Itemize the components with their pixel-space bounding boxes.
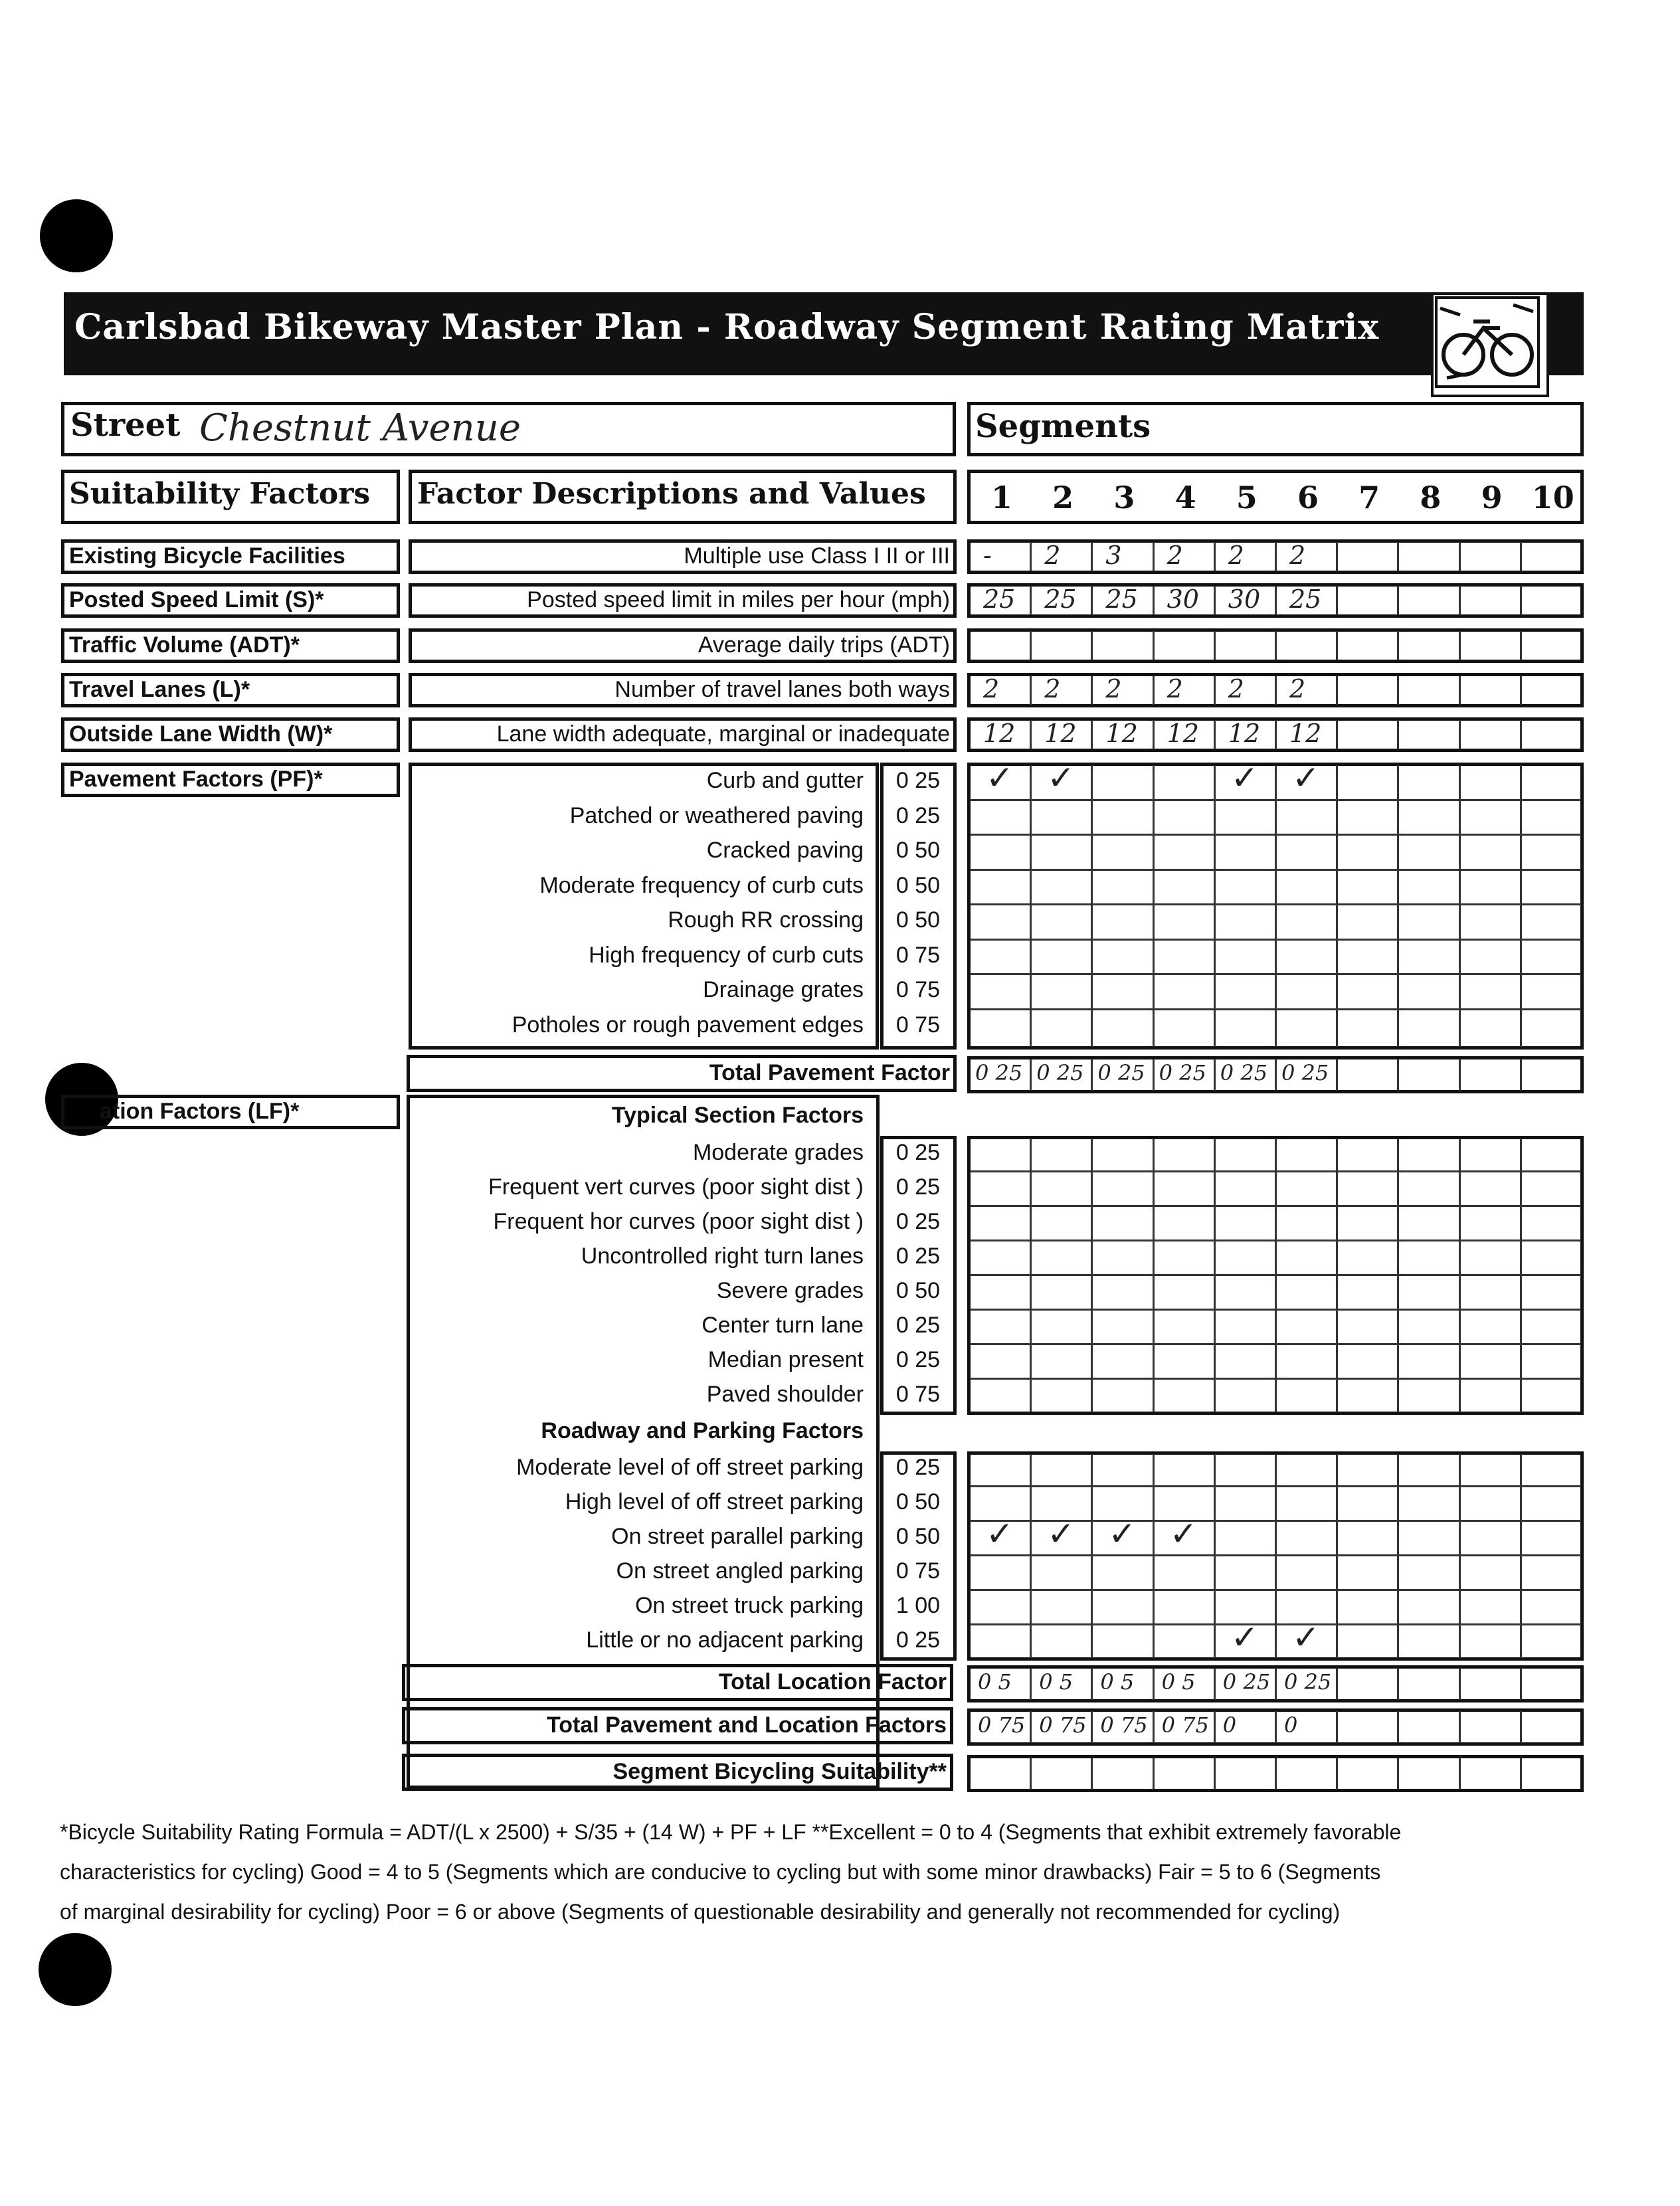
parking-row-desc: On street truck parking <box>635 1593 864 1618</box>
factor-segment-divider <box>1275 542 1277 571</box>
punch-hole-top <box>40 199 113 272</box>
segments-label: Segments <box>975 408 1151 445</box>
factor-segment-divider <box>1030 631 1032 660</box>
factor-segment-divider <box>1459 542 1461 571</box>
parking-row-value: 1 00 <box>895 1593 941 1618</box>
typical-row-value: 0 25 <box>895 1209 941 1234</box>
typical-row-value: 0 75 <box>895 1382 941 1407</box>
typical-row-value: 0 25 <box>895 1174 941 1200</box>
pavement-row-divider <box>970 1008 1581 1010</box>
factor-segment-divider <box>1214 631 1216 660</box>
total-location-entry: 0 25 <box>1284 1669 1332 1695</box>
typical-row-value: 0 25 <box>895 1313 941 1338</box>
factor-segment-divider <box>1214 542 1216 571</box>
suitability-factors-header: Suitability Factors <box>69 477 371 511</box>
pavement-row-desc: Patched or weathered paving <box>569 802 864 828</box>
total-pavement-segment-divider <box>1397 1059 1399 1091</box>
total-location-segment-divider <box>1030 1668 1032 1700</box>
total-pavement-entry: 0 25 <box>1097 1060 1145 1085</box>
factor-segment-divider <box>1153 631 1155 660</box>
pavement-row-divider <box>970 869 1581 871</box>
segment-entry: 2 <box>1289 541 1306 570</box>
factor-segment-divider <box>1030 676 1032 705</box>
parking-row-desc: On street angled parking <box>616 1558 864 1584</box>
segment-number: 5 <box>1236 480 1258 515</box>
total-location-segment-divider <box>1397 1668 1399 1700</box>
segment-entry: 12 <box>1289 719 1322 748</box>
pavement-row-value: 0 75 <box>895 977 941 1002</box>
factor-segment-divider <box>1091 720 1093 749</box>
typical-row-desc: Frequent hor curves (poor sight dist ) <box>493 1209 864 1234</box>
segment-entry: 30 <box>1167 585 1199 614</box>
factor-segment-divider <box>1091 676 1093 705</box>
pavement-row-desc: High frequency of curb cuts <box>589 942 864 968</box>
footnote-line-2: characteristics for cycling) Good = 4 to 5 (Segments which are conducive to cycling but with some minor drawbacks) Fair = 5 to 6 (Segments <box>60 1860 1381 1884</box>
segment-number: 6 <box>1297 480 1319 515</box>
segment-entry: 30 <box>1228 585 1261 614</box>
total-location-entry: 0 5 <box>978 1669 1012 1695</box>
factor-segment-divider <box>1275 720 1277 749</box>
segment-number: 4 <box>1174 480 1196 515</box>
typical-row-divider <box>970 1170 1581 1172</box>
parking-row-desc: Moderate level of off street parking <box>516 1455 864 1480</box>
typical-row-divider <box>970 1240 1581 1241</box>
segment-entry: 2 <box>1044 541 1061 570</box>
factor-segment-divider <box>1214 720 1216 749</box>
total-pl-segment-divider <box>1275 1711 1277 1743</box>
total-location-entry: 0 5 <box>1161 1669 1196 1695</box>
segment-number: 10 <box>1531 480 1574 515</box>
suitability-segment-divider <box>1214 1758 1216 1790</box>
pavement-segment-divider <box>1459 765 1461 1047</box>
total-pavement-label: Total Pavement Factor <box>709 1060 950 1085</box>
total-pavement-segment-divider <box>1214 1059 1216 1091</box>
total-pavement-entry: 0 25 <box>1159 1060 1206 1085</box>
pavement-row-value: 0 75 <box>895 1012 941 1038</box>
factor-segment-divider <box>1275 631 1277 660</box>
factor-segment-divider <box>1520 720 1522 749</box>
total-location-label: Total Location Factor <box>718 1669 947 1695</box>
segment-entry: 12 <box>1044 719 1077 748</box>
segment-number: 1 <box>990 480 1012 515</box>
footnote-line-3: of marginal desirability for cycling) Poor = 6 or above (Segments of questionable desirability and generally not recommended for cycling) <box>60 1900 1341 1924</box>
typical-row-value: 0 25 <box>895 1243 941 1269</box>
pavement-row-desc: Potholes or rough pavement edges <box>512 1012 864 1038</box>
typical-row-divider <box>970 1274 1581 1276</box>
factor-segment-divider <box>1153 542 1155 571</box>
pavement-segment-divider <box>1520 765 1522 1047</box>
factor-segment-divider <box>1397 720 1399 749</box>
pavement-row-divider <box>970 799 1581 801</box>
factor-desc: Multiple use Class I II or III <box>684 543 950 569</box>
factor-name: Travel Lanes (L)* <box>69 677 250 702</box>
total-pl-label: Total Pavement and Location Factors <box>546 1712 947 1738</box>
factor-name: Existing Bicycle Facilities <box>69 543 345 569</box>
total-pl-entry: 0 <box>1222 1712 1237 1738</box>
typical-row-desc: Severe grades <box>716 1278 864 1303</box>
pavement-segment-divider <box>1275 765 1277 1047</box>
factor-name: Posted Speed Limit (S)* <box>69 587 324 612</box>
pavement-segment-divider <box>1214 765 1216 1047</box>
pavement-segment-divider <box>1336 765 1338 1047</box>
check-mark-icon: ✓ <box>1047 759 1075 796</box>
check-mark-icon: ✓ <box>1230 1619 1259 1656</box>
total-pavement-segment-divider <box>1520 1059 1522 1091</box>
parking-row-desc: Little or no adjacent parking <box>586 1627 864 1653</box>
total-location-segment-divider <box>1459 1668 1461 1700</box>
typical-row-divider <box>970 1309 1581 1311</box>
parking-row-divider <box>970 1554 1581 1556</box>
pavement-segment-divider <box>1091 765 1093 1047</box>
factor-descriptions-header: Factor Descriptions and Values <box>417 477 926 511</box>
factor-segment-divider <box>1091 586 1093 615</box>
total-pl-entry: 0 <box>1284 1712 1298 1738</box>
parking-row-value: 0 25 <box>895 1627 941 1653</box>
factor-desc: Lane width adequate, marginal or inadequate <box>496 721 950 747</box>
pavement-row-value: 0 50 <box>895 838 941 863</box>
factor-segment-divider <box>1520 586 1522 615</box>
segment-entry: 2 <box>1228 674 1244 703</box>
pavement-row-desc: Moderate frequency of curb cuts <box>539 872 864 898</box>
factor-segment-divider <box>1030 586 1032 615</box>
total-location-segment-divider <box>1520 1668 1522 1700</box>
suitability-segment-divider <box>1275 1758 1277 1790</box>
factor-segment-divider <box>1153 720 1155 749</box>
segment-number: 9 <box>1481 480 1503 515</box>
typical-row-divider <box>970 1378 1581 1380</box>
pavement-row-value: 0 25 <box>895 802 941 828</box>
factor-segment-divider <box>1275 676 1277 705</box>
total-pavement-entry: 0 25 <box>1036 1060 1084 1085</box>
factor-desc: Average daily trips (ADT) <box>698 632 950 658</box>
segment-entry: 2 <box>1167 541 1183 570</box>
factor-segment-divider <box>1336 631 1338 660</box>
total-location-entry: 0 5 <box>1039 1669 1073 1695</box>
parking-row-value: 0 50 <box>895 1524 941 1549</box>
pavement-row-value: 0 25 <box>895 768 941 793</box>
total-pl-segment-divider <box>1153 1711 1155 1743</box>
parking-row-desc: On street parallel parking <box>611 1524 864 1549</box>
factor-segment-divider <box>1030 542 1032 571</box>
segment-entry: 12 <box>983 719 1016 748</box>
segment-entry: 25 <box>1044 585 1077 614</box>
factor-segment-divider <box>1030 720 1032 749</box>
total-pl-segment-divider <box>1459 1711 1461 1743</box>
parking-row-desc: High level of off street parking <box>565 1489 864 1515</box>
check-mark-icon: ✓ <box>986 1515 1014 1552</box>
check-mark-icon: ✓ <box>1047 1515 1075 1552</box>
check-mark-icon: ✓ <box>1108 1515 1137 1552</box>
check-mark-icon: ✓ <box>1169 1515 1198 1552</box>
segment-entry: 2 <box>1289 674 1306 703</box>
suitability-segment-divider <box>1153 1758 1155 1790</box>
total-pavement-segment-divider <box>1030 1059 1032 1091</box>
total-location-segment-divider <box>1153 1668 1155 1700</box>
suitability-segment-divider <box>1459 1758 1461 1790</box>
segment-entry: 25 <box>983 585 1016 614</box>
factor-segment-divider <box>1336 720 1338 749</box>
total-pavement-entry: 0 25 <box>1281 1060 1329 1085</box>
total-pavement-entry: 0 25 <box>975 1060 1023 1085</box>
factor-segment-divider <box>1214 586 1216 615</box>
total-pl-segment-divider <box>1091 1711 1093 1743</box>
total-pl-entry: 0 75 <box>1039 1712 1087 1738</box>
parking-row-divider <box>970 1589 1581 1591</box>
total-location-segment-divider <box>1336 1668 1338 1700</box>
segment-entry: 2 <box>1228 541 1244 570</box>
pavement-row-value: 0 50 <box>895 872 941 898</box>
total-pl-entry: 0 75 <box>1100 1712 1148 1738</box>
typical-row-desc: Frequent vert curves (poor sight dist ) <box>488 1174 864 1200</box>
factor-segment-divider <box>1153 586 1155 615</box>
pavement-row-desc: Cracked paving <box>706 838 864 863</box>
factor-desc: Number of travel lanes both ways <box>614 677 950 702</box>
check-mark-icon: ✓ <box>1292 759 1320 796</box>
typical-row-desc: Uncontrolled right turn lanes <box>581 1243 864 1269</box>
check-mark-icon: ✓ <box>1230 759 1259 796</box>
total-location-segment-divider <box>1214 1668 1216 1700</box>
factor-name: Outside Lane Width (W)* <box>69 721 333 747</box>
total-pavement-entry: 0 25 <box>1220 1060 1268 1085</box>
total-location-entry: 0 5 <box>1100 1669 1135 1695</box>
segment-number: 2 <box>1052 480 1074 515</box>
pavement-segment-divider <box>1030 765 1032 1047</box>
segment-entry: - <box>983 541 992 570</box>
pavement-row-divider <box>970 903 1581 905</box>
total-pavement-segment-divider <box>1459 1059 1461 1091</box>
total-pavement-segment-divider <box>1153 1059 1155 1091</box>
parking-row-divider <box>970 1485 1581 1487</box>
check-mark-icon: ✓ <box>986 759 1014 796</box>
parking-section-header: Roadway and Parking Factors <box>541 1418 864 1443</box>
segment-entry: 2 <box>1167 674 1183 703</box>
factor-segment-divider <box>1336 542 1338 571</box>
bicycle-logo-icon <box>1431 292 1549 397</box>
total-pl-segment-divider <box>1520 1711 1522 1743</box>
factor-name: Traffic Volume (ADT)* <box>69 632 300 658</box>
typical-section-header: Typical Section Factors <box>611 1103 864 1128</box>
suitability-row-label: Segment Bicycling Suitability** <box>612 1759 947 1784</box>
typical-row-divider <box>970 1205 1581 1207</box>
factor-segment-divider <box>1459 676 1461 705</box>
street-value: Chestnut Avenue <box>199 407 521 450</box>
pavement-row-desc: Curb and gutter <box>706 768 864 793</box>
pavement-row-divider <box>970 939 1581 941</box>
total-pavement-segment-divider <box>1275 1059 1277 1091</box>
total-pavement-segment-divider <box>1336 1059 1338 1091</box>
total-pl-entry: 0 75 <box>978 1712 1026 1738</box>
factor-desc: Posted speed limit in miles per hour (mph) <box>527 587 950 612</box>
factor-segment-divider <box>1091 631 1093 660</box>
pavement-segment-divider <box>1397 765 1399 1047</box>
segment-entry: 2 <box>1105 674 1122 703</box>
pavement-row-value: 0 50 <box>895 907 941 933</box>
location-factors-label: ation Factors (LF)* <box>100 1099 300 1124</box>
segment-entry: 12 <box>1105 719 1138 748</box>
pavement-row-desc: Rough RR crossing <box>668 907 864 933</box>
pavement-row-divider <box>970 973 1581 975</box>
factor-segment-divider <box>1275 586 1277 615</box>
suitability-segment-divider <box>1397 1758 1399 1790</box>
typical-row-divider <box>970 1343 1581 1345</box>
segment-entry: 25 <box>1105 585 1138 614</box>
footnote-line-1: *Bicycle Suitability Rating Formula = ADT/(L x 2500) + S/35 + (14 W) + PF + LF **Excellent = 0 to 4 (Segments that exhibit extremely favorable <box>60 1820 1402 1844</box>
factor-segment-divider <box>1520 542 1522 571</box>
suitability-segment-divider <box>1030 1758 1032 1790</box>
factor-segment-divider <box>1336 676 1338 705</box>
segment-entry: 3 <box>1105 541 1122 570</box>
segment-entry: 2 <box>1044 674 1061 703</box>
typical-row-value: 0 25 <box>895 1347 941 1372</box>
pavement-segment-divider <box>1153 765 1155 1047</box>
factor-segment-divider <box>1214 676 1216 705</box>
factor-segment-divider <box>1397 631 1399 660</box>
total-pl-segment-divider <box>1397 1711 1399 1743</box>
segment-entry: 25 <box>1289 585 1322 614</box>
total-pl-segment-divider <box>1214 1711 1216 1743</box>
total-pavement-segment-divider <box>1091 1059 1093 1091</box>
total-location-entry: 0 25 <box>1222 1669 1271 1695</box>
factor-segment-divider <box>1459 720 1461 749</box>
suitability-segment-divider <box>1336 1758 1338 1790</box>
punch-hole-bottom <box>39 1933 112 2006</box>
pavement-factors-label: Pavement Factors (PF)* <box>69 767 323 792</box>
suitability-segment-divider <box>1091 1758 1093 1790</box>
typical-row-desc: Moderate grades <box>692 1140 864 1165</box>
typical-row-desc: Paved shoulder <box>706 1382 864 1407</box>
factor-segment-divider <box>1397 676 1399 705</box>
typical-row-value: 0 50 <box>895 1278 941 1303</box>
segment-number: 7 <box>1358 480 1380 515</box>
factor-segment-divider <box>1520 631 1522 660</box>
factor-segment-divider <box>1459 631 1461 660</box>
segment-entry: 12 <box>1228 719 1261 748</box>
factor-segment-divider <box>1459 586 1461 615</box>
factor-segment-divider <box>1520 676 1522 705</box>
pavement-row-desc: Drainage grates <box>703 977 864 1002</box>
typical-row-desc: Center turn lane <box>701 1313 864 1338</box>
suitability-segment-divider <box>1520 1758 1522 1790</box>
check-mark-icon: ✓ <box>1292 1619 1320 1656</box>
segment-entry: 12 <box>1167 719 1199 748</box>
typical-row-value: 0 25 <box>895 1140 941 1165</box>
total-pl-segment-divider <box>1030 1711 1032 1743</box>
segment-entry: 2 <box>983 674 1000 703</box>
parking-row-value: 0 75 <box>895 1558 941 1584</box>
total-location-segment-divider <box>1091 1668 1093 1700</box>
factor-segment-divider <box>1091 542 1093 571</box>
pavement-row-divider <box>970 834 1581 836</box>
factor-segment-divider <box>1397 542 1399 571</box>
parking-row-value: 0 50 <box>895 1489 941 1515</box>
parking-row-divider <box>970 1623 1581 1625</box>
factor-segment-divider <box>1397 586 1399 615</box>
total-pl-entry: 0 75 <box>1161 1712 1209 1738</box>
factor-segment-divider <box>1336 586 1338 615</box>
segment-number: 8 <box>1420 480 1442 515</box>
parking-row-value: 0 25 <box>895 1455 941 1480</box>
factor-segment-divider <box>1153 676 1155 705</box>
page-title: Carlsbad Bikeway Master Plan - Roadway Segment Rating Matrix <box>74 307 1380 347</box>
total-pl-segment-divider <box>1336 1711 1338 1743</box>
typical-row-desc: Median present <box>707 1347 864 1372</box>
total-location-segment-divider <box>1275 1668 1277 1700</box>
street-label: Street <box>70 407 181 444</box>
pavement-row-value: 0 75 <box>895 942 941 968</box>
segment-number: 3 <box>1113 480 1135 515</box>
